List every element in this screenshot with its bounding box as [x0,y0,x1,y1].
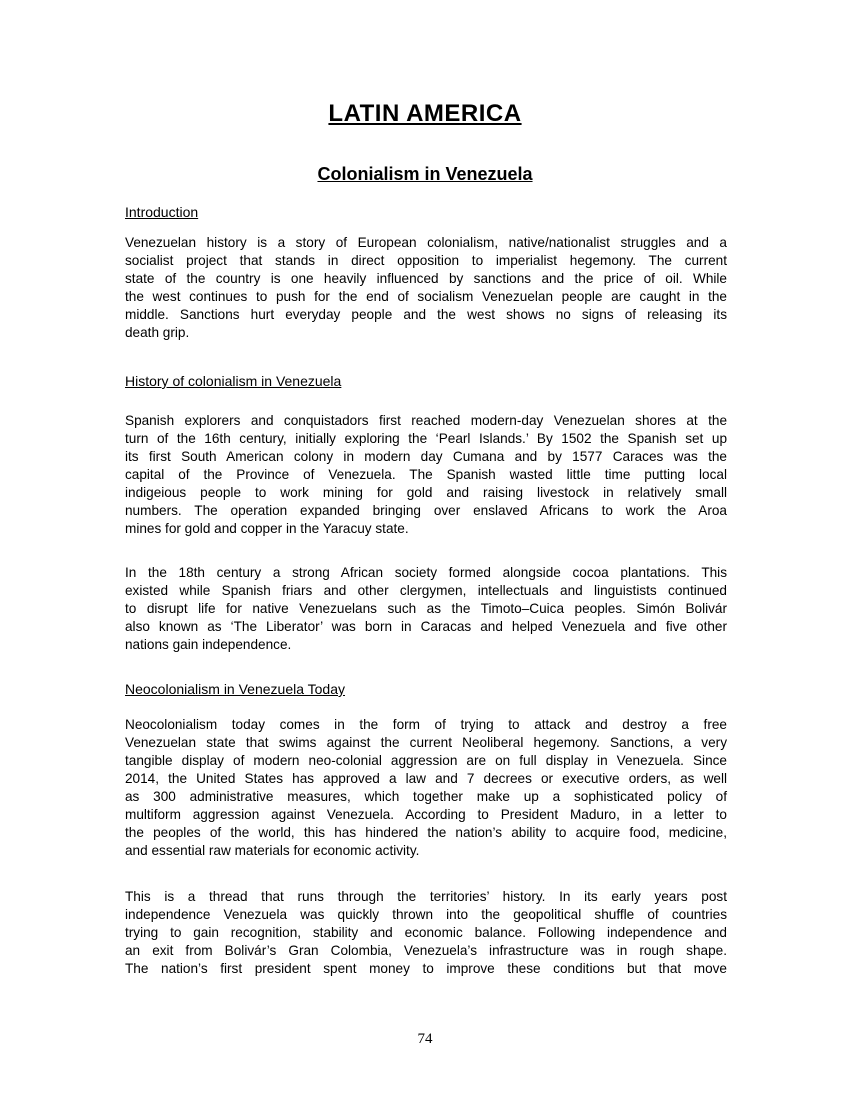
text-line: indigeious people to work mining for gold and raising livestock in relatively small [125,485,727,500]
page-number: 74 [417,1031,433,1047]
text-line: middle. Sanctions hurt everyday people and the west shows no signs of releasing its [125,307,727,322]
paragraph-introduction [125,234,727,342]
text-line: nations gain independence. [125,637,292,652]
text-line: Venezuelan state that swims against the current Neoliberal hegemony. Sanctions, a very [125,735,727,750]
text-line: 2014, the United States has approved a law and 7 decrees or executive orders, as well [125,771,727,786]
text-line: capital of the Province of Venezuela. The Spanish wasted little time putting local [125,467,727,482]
text-line: and essential raw materials for economic activity. [125,843,420,858]
text-line: Neocolonialism today comes in the form of trying to attack and destroy a free [125,717,727,732]
section-heading-neocolonialism: Neocolonialism in Venezuela Today [125,681,345,697]
section-heading-history: History of colonialism in Venezuela [125,373,342,389]
text-line: numbers. The operation expanded bringing over enslaved Africans to work the Aroa [125,503,727,518]
text-line: In the 18th century a strong African society formed alongside cocoa plantations. This [125,565,727,580]
text-line: turn of the 16th century, initially exploring the ‘Pearl Islands.’ By 1502 the Spanish set up [125,431,727,446]
text-line: existed while Spanish friars and other clergymen, intellectuals and linguistists continued [125,583,727,598]
page-title: LATIN AMERICA [328,100,522,127]
text-line: trying to gain recognition, stability and economic balance. Following independence and [125,925,727,940]
paragraph-neocolonialism-1 [125,716,727,860]
text-line: multiform aggression against Venezuela. According to President Maduro, in a letter to [125,807,727,822]
text-line: The nation’s first president spent money to improve these conditions but that move [125,961,727,976]
text-line: Spanish explorers and conquistadors first reached modern-day Venezuelan shores at the [125,413,727,428]
text-line: to disrupt life for native Venezuelans such as the Timoto–Cuica peoples. Simón Bolivár [125,601,727,616]
text-line: state of the country is one heavily influenced by sanctions and the price of oil. While [125,271,727,286]
text-line: the west continues to push for the end of socialism Venezuelan people are caught in the [125,289,727,304]
text-line: socialist project that stands in direct opposition to imperialist hegemony. The current [125,253,727,268]
text-line: as 300 administrative measures, which together make up a sophisticated policy of [125,789,727,804]
text-line: an exit from Bolivár’s Gran Colombia, Venezuela’s infrastructure was in rough shape. [125,943,727,958]
paragraph-neocolonialism-2 [125,888,727,978]
text-line: mines for gold and copper in the Yaracuy state. [125,521,409,536]
text-line: death grip. [125,325,190,340]
text-line: Venezuelan history is a story of European colonialism, native/nationalist struggles and a [125,235,727,250]
chapter-subtitle: Colonialism in Venezuela [317,164,533,184]
text-line: independence Venezuela was quickly thrown into the geopolitical shuffle of countries [125,907,727,922]
section-heading-introduction: Introduction [125,204,199,220]
text-line: also known as ‘The Liberator’ was born in Caracas and helped Venezuela and five other [125,619,727,634]
text-line: the peoples of the world, this has hindered the nation’s ability to acquire food, medicine, [125,825,727,840]
text-line: its first South American colony in modern day Cumana and by 1577 Caraces was the [125,449,727,464]
paragraph-history-1 [125,412,727,538]
text-line: This is a thread that runs through the territories’ history. In its early years post [125,889,727,904]
paragraph-history-2 [125,564,727,654]
text-line: tangible display of modern neo-colonial aggression are on full display in Venezuela. Since [125,753,727,768]
